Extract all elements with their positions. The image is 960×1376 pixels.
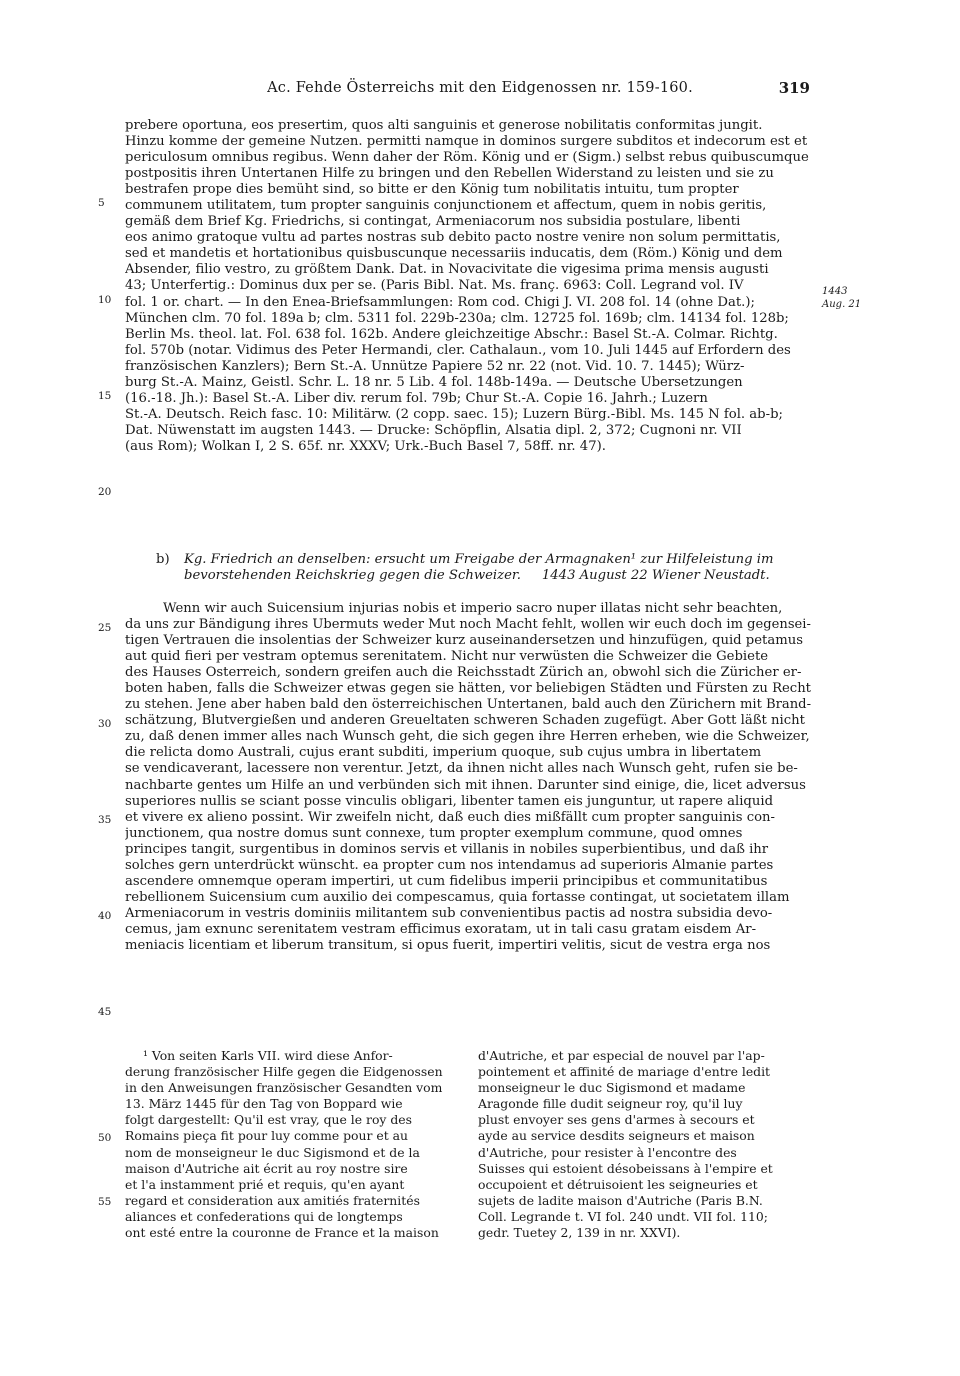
text-line: fol. 1 or. chart. — In den Enea-Briefsammlungen: Rom cod. Chigi J. VI. 208 fol. 14 (ohne Dat.); xyxy=(125,294,755,310)
text-line: burg St.-A. Mainz, Geistl. Schr. L. 18 nr. 5 Lib. 4 fol. 148b-149a. — Deutsche Übersetzungen xyxy=(125,374,743,390)
line-number: 40 xyxy=(98,910,112,922)
text-line: französischen Kanzlers); Bern St.-A. Unnütze Papiere 52 nr. 22 (not. Vid. 10. 7. 1445); Würz- xyxy=(125,358,745,374)
running-header: Ac. Fehde Österreichs mit den Eidgenossen nr. 159-160. xyxy=(267,80,693,96)
line-number: 20 xyxy=(98,486,112,498)
line-number: 45 xyxy=(98,1006,112,1018)
line-number: 25 xyxy=(98,622,112,634)
footnote-line: d'Autriche, et par especial de nouvel par l'ap- xyxy=(478,1048,765,1063)
main-paragraph-a xyxy=(125,118,811,455)
text-line: solches gern unterdrückt wünscht. ea propter cum nos intendamus ad superioris Almanie partes xyxy=(125,857,774,873)
margin-date: Aug. 21 xyxy=(822,299,862,310)
text-line: tigen Vertrauen die insolentias der Schweizer kurz auseinandersetzen und hinzufügen, quid petamus xyxy=(125,633,803,649)
text-line: meniacis licentiam et liberum transitum, si opus fuerit, impertiri velitis, sicut de vestra erga nos xyxy=(125,937,771,953)
text-line: ascendere omnemque operam impertiri, ut cum fidelibus imperii principibus et communitatibus xyxy=(125,873,768,889)
text-line: communem utilitatem, tum propter sanguinis conjunctionem et affectum, quem in nobis geritis, xyxy=(125,198,767,214)
text-line: et vivere ex alieno possint. Wir zweifeln nicht, daß euch dies mißfällt cum propter sanguinis con- xyxy=(125,809,775,825)
text-line: zu stehen. Jene aber haben bald den österreichischen Untertanen, bald auch den Zürichern mit Brand- xyxy=(125,697,811,713)
footnote-line: monseigneur le duc Sigismond et madame xyxy=(478,1080,746,1096)
text-line: fol. 570b (notar. Vidimus des Peter Hermandi, cler. Cathalaun., vom 10. Juli 1445 auf Erfordern des xyxy=(125,342,791,358)
line-number: 35 xyxy=(98,814,112,826)
text-line: da uns zur Bändigung ihres Übermuts weder Mut noch Macht fehlt, wollen wir euch doch im gegensei- xyxy=(125,617,811,633)
footnote-line: Aragonde fille dudit seigneur roy, qu'il luy xyxy=(478,1096,743,1112)
line-number: 10 xyxy=(98,294,112,306)
text-line: periculosum omnibus regibus. Wenn daher der Röm. König und er (Sigm.) selbst rebus quibuscumque xyxy=(125,150,809,166)
footnote-right-column xyxy=(478,1048,811,1241)
footnote-line: maison d'Autriche ait écrit au roy nostre sire xyxy=(125,1160,408,1176)
text-line: St.-A. Deutsch. Reich fasc. 10: Militärw. (2 copp. saec. 15); Luzern Bürg.-Bibl. Ms. 145 N fol. ab-b; xyxy=(125,406,783,422)
page-number: 319 xyxy=(778,79,810,97)
heading-line: Kg. Friedrich an denselben: ersucht um Freigabe der Armagnaken¹ zur Hilfeleistung im xyxy=(184,552,774,567)
footnote-line: regard et consideration aux amitiés fraternités xyxy=(125,1192,420,1208)
footnote-line: Coll. Legrande t. VI fol. 240 undt. VII fol. 110; xyxy=(478,1208,768,1224)
section-label: b) xyxy=(156,552,170,567)
text-line: Armeniacorum in vestris dominiis militantem sub convenientibus pactis ad nostra subsidia devo- xyxy=(125,905,773,921)
heading-line: bevorstehenden Reichskrieg gegen die Schweizer. 1443 August 22 Wiener Neustadt. xyxy=(184,568,770,583)
text-line: aut quid fieri per vestram optemus serenitatem. Nicht nur verwüsten die Schweizer die Gebiete xyxy=(125,649,769,665)
text-line: superiores nullis se sciant posse vinculis obligari, libenter tamen eis junguntur, ut rapere aliquid xyxy=(125,793,774,809)
text-line: postpositis ihren Untertanen Hilfe zu bringen und den Rebellen Widerstand zu leisten und sie zu xyxy=(125,166,774,182)
text-line: boten haben, falls die Schweizer etwas gegen sie hätten, vor beliebigen Städten und Fürsten zu Recht xyxy=(125,681,811,697)
text-line: Berlin Ms. theol. lat. Fol. 638 fol. 162b. Andere gleichzeitige Abschr.: Basel St.-A. Colmar. Richtg. xyxy=(125,326,778,342)
line-number: 15 xyxy=(98,390,112,402)
text-line: (aus Rom); Wolkan I, 2 S. 65f. nr. XXXV; Urk.-Buch Basel 7, 58ff. nr. 47). xyxy=(125,438,606,454)
text-line: schätzung, Blutvergießen und anderen Greueltaten schweren Schaden zugefügt. Aber Gott läßt nicht xyxy=(125,713,805,729)
text-line: sed et mandetis et hortationibus quisbuscunque necessariis inducatis, dem (Röm.) König und dem xyxy=(125,246,783,262)
text-line: prebere oportuna, eos presertim, quos alti sanguinis et generose nobilitatis conformitas jungit. xyxy=(125,118,763,133)
main-paragraph-b xyxy=(125,601,811,954)
footnote-line: sujets de ladite maison d'Autriche (Paris B.N. xyxy=(478,1192,763,1208)
text-line: principes tangit, surgentibus in dominos servis et villanis in nobiles superbientibus, und daß ihr xyxy=(125,841,769,857)
line-number: 30 xyxy=(98,718,112,730)
margin-date-note xyxy=(822,285,872,311)
footnote-left-column xyxy=(125,1048,457,1241)
text-line: 43; Unterfertig.: Dominus dux per se. (Paris Bibl. Nat. Ms. franç. 6963: Coll. Legrand vol. IV xyxy=(125,278,744,294)
text-line: zu, daß denen immer alles nach Wunsch geht, die sich gegen ihre Herren erheben, wie die Schweizer, xyxy=(125,729,810,745)
text-line: des Hauses Österreich, sondern greifen auch die Reichsstadt Zürich an, obwohl sich die Züricher er- xyxy=(125,665,802,681)
text-line: cemus, jam exnunc serenitatem vestram efficimus exoratam, ut in tali casu gratam eisdem Ar- xyxy=(125,921,757,937)
text-line: eos animo gratoque vultu ad partes nostras sub debito pacto nostre venire non solum permittatis, xyxy=(125,230,781,246)
text-line: (16.-18. Jh.): Basel St.-A. Liber div. rerum fol. 79b; Chur St.-A. Copie 16. Jahrh.; Luzern xyxy=(125,390,708,406)
text-line: rebellionem Suicensium cum auxilio dei compescamus, quia fortasse contingat, ut societatem illam xyxy=(125,889,790,905)
text-line: die relicta domo Australi, cujus erant subditi, imperium quoque, sub cujus umbra in libertatem xyxy=(125,745,762,761)
footnote-line: gedr. Tuetey 2, 139 in nr. XXVI). xyxy=(478,1225,681,1241)
footnote-line: ont esté entre la couronne de France et la maison xyxy=(125,1225,439,1241)
footnote-line: et l'a instamment prié et requis, qu'en ayant xyxy=(125,1176,405,1192)
footnote-line: Romains pieça fit pour luy comme pour et au xyxy=(125,1128,408,1144)
text-line: München clm. 70 fol. 189a b; clm. 5311 fol. 229b-230a; clm. 12725 fol. 169b; clm. 14134 fol. 128b; xyxy=(125,310,789,326)
line-number: 50 xyxy=(98,1132,112,1144)
text-line: Absender, filio vestro, zu größtem Dank. Dat. in Novacivitate die vigesima prima mensis augusti xyxy=(125,262,769,278)
footnote-line: plust envoyer ses gens d'armes à secours et xyxy=(478,1112,755,1128)
footnote-line: Suisses qui estoient désobeissans à l'empire et xyxy=(478,1160,773,1176)
margin-year: 1443 xyxy=(822,286,848,297)
text-line: Dat. Nüwenstatt im augsten 1443. — Drucke: Schöpflin, Alsatia dipl. 2, 372; Cugnoni nr. VII xyxy=(125,422,742,438)
line-number: 5 xyxy=(98,197,105,209)
text-line: nachbarte gentes um Hilfe an und verbünden sich mit ihnen. Darunter sind einige, die, licet adversus xyxy=(125,777,806,793)
footnote-line: d'Autriche, pour resister à l'encontre des xyxy=(478,1144,737,1160)
section-heading xyxy=(156,552,810,584)
line-number: 55 xyxy=(98,1196,112,1208)
footnote-line: pointement et affinité de mariage d'entre ledit xyxy=(478,1064,771,1080)
text-line: junctionem, qua nostre domus sunt connexe, tum propter exemplum commune, quod omnes xyxy=(125,825,743,841)
text-line: se vendicaverant, lacessere non verentur. Jetzt, da ihnen nicht alles nach Wunsch geht, rufen sie be- xyxy=(125,761,798,777)
footnote-line: nom de monseigneur le duc Sigismond et de la xyxy=(125,1144,420,1160)
footnote-line: ¹ Von seiten Karls VII. wird diese Anfor- xyxy=(143,1048,393,1063)
footnote-line: folgt dargestellt: Qu'il est vray, que le roy des xyxy=(125,1112,412,1128)
text-line: gemäß dem Brief Kg. Friedrichs, si contingat, Armeniacorum nos subsidia postulare, libenti xyxy=(125,214,741,230)
footnote-line: aliances et confederations qui de longtemps xyxy=(125,1208,403,1224)
text-line: bestrafen prope dies bemüht sind, so bitte er den König tum nobilitatis intuitu, tum propter xyxy=(125,182,739,198)
text-line: Hinzu komme der gemeine Nutzen. permitti namque in dominos surgere subditos et indecorum est et xyxy=(125,134,808,150)
text-line: Wenn wir auch Suicensium injurias nobis et imperio sacro nuper illatas nicht sehr beachten, xyxy=(163,601,783,616)
footnote-line: ayde au service desdits seigneurs et maison xyxy=(478,1128,755,1144)
footnote-line: in den Anweisungen französischer Gesandten vom xyxy=(125,1080,443,1096)
footnote-line: derung französischer Hilfe gegen die Eidgenossen xyxy=(125,1064,443,1080)
footnote-line: 13. März 1445 für den Tag von Boppard wie xyxy=(125,1096,403,1112)
footnote-line: occupoient et détruisoient les seigneuries et xyxy=(478,1176,758,1192)
